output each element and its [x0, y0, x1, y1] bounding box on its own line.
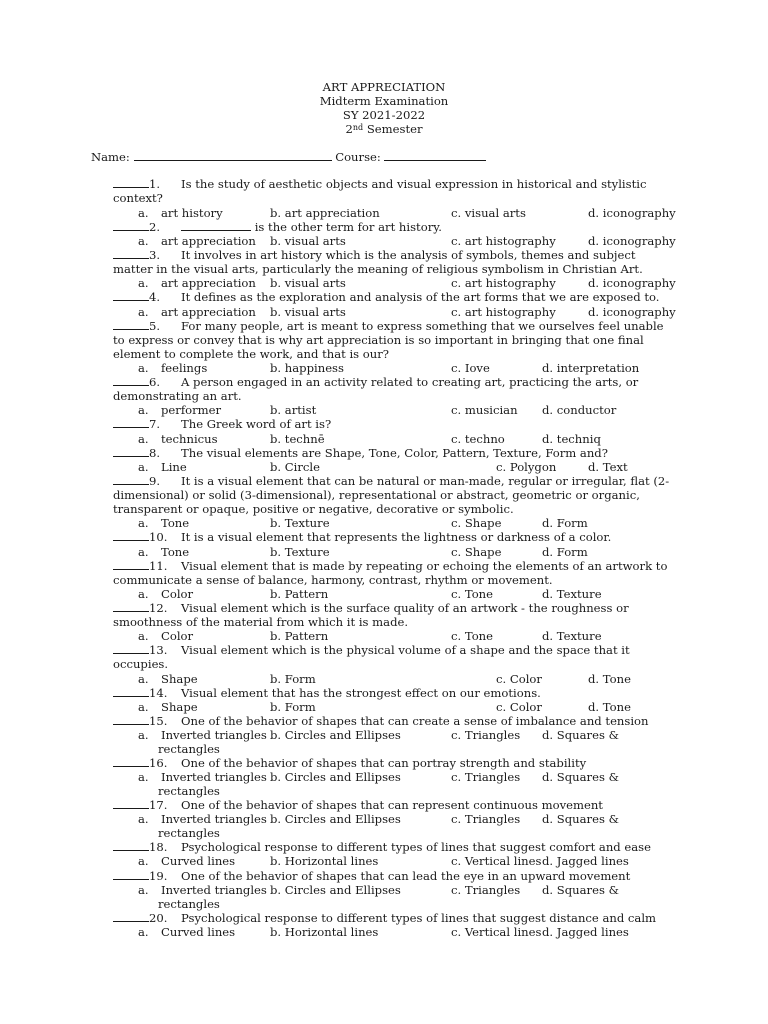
- question-1: 1. Is the study of aesthetic objects and visual expression in historical and stylistic context?: [113, 177, 647, 206]
- choice-c: c. Tone: [451, 629, 494, 643]
- choice-d: d. Form: [542, 545, 588, 559]
- choice-a: a. Shape: [138, 672, 198, 686]
- choice-c: c. art histography: [451, 305, 556, 319]
- name-course-line: [91, 150, 486, 164]
- question-stem: The visual elements are Shape, Tone, Color, Pattern, Texture, Form and?: [181, 446, 608, 460]
- question-17: 17. One of the behavior of shapes that can represent continuous movement: [113, 798, 678, 812]
- exam-title: Midterm Examination: [319, 94, 449, 108]
- choice-c: c. Tone: [451, 587, 494, 601]
- choice-c: c. Shape: [451, 545, 502, 559]
- answer-blank[interactable]: [113, 714, 149, 725]
- answer-blank[interactable]: [113, 290, 149, 301]
- choice-d: d. Squares &: [542, 812, 619, 826]
- question-20: 20. Psychological response to different types of lines that suggest distance and calm: [113, 911, 678, 925]
- semester: 2nd Semester: [345, 122, 423, 136]
- choice-c: c. Vertical lines: [451, 854, 542, 868]
- choice-d: d. Tone: [588, 672, 631, 686]
- question-14: 14. Visual element that has the strongest effect on our emotions.: [113, 686, 678, 700]
- choice-b: b. Circles and Ellipses: [270, 883, 401, 897]
- choice-a: a. Shape: [138, 700, 198, 714]
- choice-c: c. Shape: [451, 516, 502, 530]
- choice-b: b. Form: [270, 700, 316, 714]
- choice-a: a. Tone: [138, 545, 190, 559]
- choice-b: b. Pattern: [270, 587, 329, 601]
- choice-b: b. Circles and Ellipses: [270, 812, 401, 826]
- choice-d: d. iconography: [588, 234, 676, 248]
- answer-blank[interactable]: [113, 798, 149, 809]
- question-stem: It involves in art history which is the analysis of symbols, themes and subject matter in the visual arts, particularly the meaning of religious symbolism in Christian Art.: [113, 248, 643, 277]
- choice-c: c. Color: [496, 700, 542, 714]
- choice-b: b. Form: [270, 672, 316, 686]
- choice-d: d. iconography: [588, 276, 676, 290]
- question-4: 4. It defines as the exploration and analysis of the art forms that we are exposed to.: [113, 290, 678, 304]
- choice-d: d. Squares &: [542, 728, 619, 742]
- question-6: 6. A person engaged in an activity related to creating art, practicing the arts, or demonstrating an art.: [113, 375, 639, 404]
- choice-d: d. Squares &: [542, 883, 619, 897]
- choice-b: b. Circles and Ellipses: [270, 770, 401, 784]
- choice-d-continued: rectangles: [158, 784, 220, 798]
- question-stem: Visual element that has the strongest effect on our emotions.: [181, 686, 541, 700]
- choice-b: b. Pattern: [270, 629, 329, 643]
- question-5: 5. For many people, art is meant to express something that we ourselves feel unable to express or convey that is why art appreciation is so important in bringing that one final element to complete the work, and that is our?: [113, 319, 664, 362]
- choice-d: d. iconography: [588, 305, 676, 319]
- answer-blank[interactable]: [113, 375, 149, 386]
- choice-a: a. performer: [138, 403, 222, 417]
- answer-blank[interactable]: [113, 601, 149, 612]
- answer-blank[interactable]: [113, 530, 149, 541]
- name-label: Name:: [91, 150, 130, 164]
- choice-d: d. Jagged lines: [542, 925, 629, 939]
- choice-a: a. Inverted triangles: [138, 770, 267, 784]
- choice-c: c. Triangles: [451, 812, 521, 826]
- choice-d: d. Squares &: [542, 770, 619, 784]
- answer-blank[interactable]: [113, 177, 149, 188]
- choice-d-continued: rectangles: [158, 742, 220, 756]
- question-8: 8. The visual elements are Shape, Tone, Color, Pattern, Texture, Form and?: [113, 446, 678, 460]
- question-9: 9. It is a visual element that can be natural or man-made, regular or irregular, flat (2-dimensional) or solid (3-dimensional), representational or abstract, geometric or organic, transparent or opaque, positive or negative, decorative or symbolic.: [113, 474, 670, 517]
- question-stem: Psychological response to different types of lines that suggest comfort and ease: [181, 840, 651, 854]
- question-stem: It is a visual element that represents the lightness or darkness of a color.: [181, 530, 612, 544]
- choice-a: a. art appreciation: [138, 305, 256, 319]
- choice-a: a. art appreciation: [138, 276, 256, 290]
- question-stem: It defines as the exploration and analysis of the art forms that we are exposed to.: [181, 290, 660, 304]
- question-stem: For many people, art is meant to express something that we ourselves feel unable to express or convey that is why art appreciation is so important in bringing that one final element to complete the work, and that is our?: [113, 319, 664, 362]
- answer-blank[interactable]: [113, 686, 149, 697]
- question-stem: Is the study of aesthetic objects and visual expression in historical and stylistic context?: [113, 177, 647, 206]
- choice-c: c. Color: [496, 672, 542, 686]
- choice-b: b. visual arts: [270, 276, 346, 290]
- choice-b: b. Circles and Ellipses: [270, 728, 401, 742]
- answer-blank[interactable]: [113, 643, 149, 654]
- answer-blank[interactable]: [113, 474, 149, 485]
- question-stem: One of the behavior of shapes that can create a sense of imbalance and tension: [181, 714, 649, 728]
- question-stem: Visual element which is the physical volume of a shape and the space that it occupies.: [113, 643, 630, 672]
- choice-d: d. Text: [588, 460, 628, 474]
- answer-blank[interactable]: [113, 911, 149, 922]
- choice-b: b. technē: [270, 432, 325, 446]
- question-stem: One of the behavior of shapes that can lead the eye in an upward movement: [181, 869, 631, 883]
- choice-c: c. visual arts: [451, 206, 526, 220]
- question-stem: Visual element that is made by repeating or echoing the elements of an artwork to communicate a sense of balance, harmony, contrast, rhythm or movement.: [113, 559, 668, 588]
- answer-blank[interactable]: [113, 417, 149, 428]
- choice-d: d. Tone: [588, 700, 631, 714]
- choice-a: a. Color: [138, 629, 194, 643]
- question-stem: It is a visual element that can be natural or man-made, regular or irregular, flat (2-dimensional) or solid (3-dimensional), representational or abstract, geometric or organic, transparent or opaque, positive or negative, decorative or symbolic.: [113, 474, 670, 517]
- choice-c: c. art histography: [451, 276, 556, 290]
- question-19: 19. One of the behavior of shapes that can lead the eye in an upward movement: [113, 869, 678, 883]
- choice-d-continued: rectangles: [158, 897, 220, 911]
- answer-blank[interactable]: [113, 220, 149, 231]
- choice-b: b. Texture: [270, 545, 330, 559]
- choice-c: c. musician: [451, 403, 518, 417]
- choice-d: d. techniq: [542, 432, 601, 446]
- question-15: 15. One of the behavior of shapes that can create a sense of imbalance and tension: [113, 714, 678, 728]
- course-title: ART APPRECIATION: [322, 80, 446, 94]
- answer-blank[interactable]: [113, 446, 149, 457]
- choice-d: d. Texture: [542, 629, 602, 643]
- choice-a: a. Inverted triangles: [138, 728, 267, 742]
- question-stem: Visual element which is the surface quality of an artwork - the roughness or smoothness of the material from which it is made.: [113, 601, 629, 630]
- question-2: 2. is the other term for art history.: [113, 220, 678, 234]
- question-stem: One of the behavior of shapes that can portray strength and stability: [181, 756, 587, 770]
- answer-blank[interactable]: [113, 756, 149, 767]
- question-stem: A person engaged in an activity related to creating art, practicing the arts, or demonstrating an art.: [113, 375, 639, 404]
- choice-d: d. Jagged lines: [542, 854, 629, 868]
- name-field[interactable]: [134, 150, 332, 161]
- choice-a: a. technicus: [138, 432, 218, 446]
- question-stem: The Greek word of art is?: [181, 417, 332, 431]
- choice-a: a. Line: [138, 460, 187, 474]
- answer-blank[interactable]: [113, 559, 149, 570]
- question-stem: is the other term for art history.: [254, 220, 442, 234]
- choice-c: c. Triangles: [451, 770, 521, 784]
- question-12: 12. Visual element which is the surface quality of an artwork - the roughness or smoothness of the material from which it is made.: [113, 601, 629, 630]
- choice-c: c. Triangles: [451, 883, 521, 897]
- choice-b: b. Circle: [270, 460, 320, 474]
- choice-b: b. visual arts: [270, 305, 346, 319]
- question-3: 3. It involves in art history which is the analysis of symbols, themes and subject matter in the visual arts, particularly the meaning of religious symbolism in Christian Art.: [113, 248, 643, 277]
- question-stem: One of the behavior of shapes that can represent continuous movement: [181, 798, 603, 812]
- choice-d: d. Texture: [542, 587, 602, 601]
- choice-a: a. Inverted triangles: [138, 812, 267, 826]
- fill-in-blank[interactable]: [181, 220, 251, 231]
- choice-d: d. interpretation: [542, 361, 640, 375]
- question-10: 10. It is a visual element that represents the lightness or darkness of a color.: [113, 530, 678, 544]
- answer-blank[interactable]: [113, 840, 149, 851]
- choice-d: d. Form: [542, 516, 588, 530]
- choice-d-continued: rectangles: [158, 826, 220, 840]
- choice-c: c. Polygon: [496, 460, 557, 474]
- school-year: SY 2021-2022: [342, 108, 426, 122]
- question-stem: Psychological response to different types of lines that suggest distance and calm: [181, 911, 657, 925]
- choice-c: c. Vertical lines: [451, 925, 542, 939]
- choice-b: b. Horizontal lines: [270, 854, 379, 868]
- course-label: Course:: [335, 150, 381, 164]
- choice-c: c. art histography: [451, 234, 556, 248]
- question-11: 11. Visual element that is made by repeating or echoing the elements of an artwork to communicate a sense of balance, harmony, contrast, rhythm or movement.: [113, 559, 668, 588]
- choice-b: b. artist: [270, 403, 317, 417]
- choice-a: a. Color: [138, 587, 194, 601]
- choice-b: b. art appreciation: [270, 206, 380, 220]
- choice-d: d. conductor: [542, 403, 617, 417]
- choice-b: b. Texture: [270, 516, 330, 530]
- answer-blank[interactable]: [113, 319, 149, 330]
- choice-c: c. Triangles: [451, 728, 521, 742]
- course-field[interactable]: [384, 150, 486, 161]
- question-16: 16. One of the behavior of shapes that can portray strength and stability: [113, 756, 678, 770]
- choice-a: a. feelings: [138, 361, 208, 375]
- answer-blank[interactable]: [113, 248, 149, 259]
- question-13: 13. Visual element which is the physical volume of a shape and the space that it occupies.: [113, 643, 630, 672]
- choice-d: d. iconography: [588, 206, 676, 220]
- choice-c: c. techno: [451, 432, 505, 446]
- choice-b: b. happiness: [270, 361, 344, 375]
- choice-c: c. Iove: [451, 361, 490, 375]
- choice-a: a. Inverted triangles: [138, 883, 267, 897]
- choice-a: a. Curved lines: [138, 854, 236, 868]
- choice-a: a. art appreciation: [138, 234, 256, 248]
- choice-a: a. art history: [138, 206, 223, 220]
- choice-a: a. Tone: [138, 516, 190, 530]
- question-18: 18. Psychological response to different types of lines that suggest comfort and ease: [113, 840, 678, 854]
- answer-blank[interactable]: [113, 869, 149, 880]
- question-7: 7. The Greek word of art is?: [113, 417, 678, 431]
- choice-a: a. Curved lines: [138, 925, 236, 939]
- choice-b: b. Horizontal lines: [270, 925, 379, 939]
- choice-b: b. visual arts: [270, 234, 346, 248]
